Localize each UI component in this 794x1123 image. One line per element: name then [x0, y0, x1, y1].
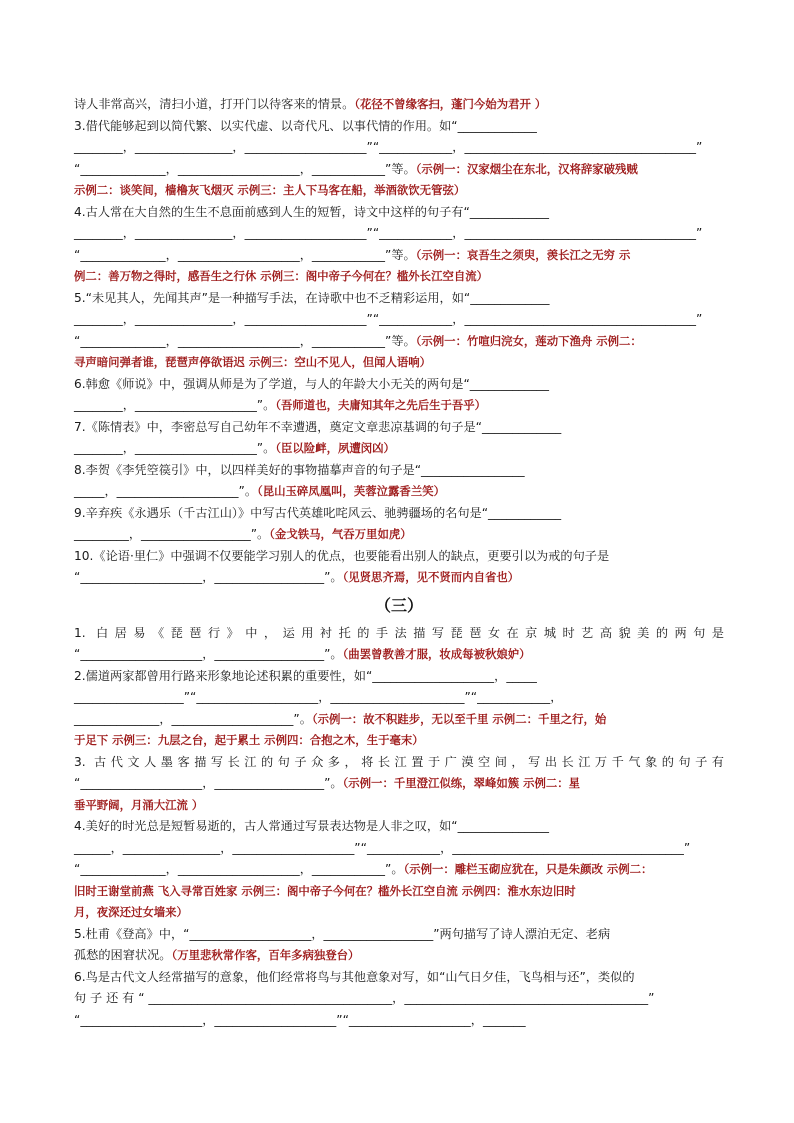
question-5: 5.“未见其人，先闻其声”是一种描写手法，在诗歌中也不乏精彩运用，如“_____________ [74, 290, 550, 305]
question-6: 6.韩愈《师说》中，强调从师是为了学道，与人的年龄大小无关的两句是“_____________ [74, 376, 549, 391]
blank-line: ________，________________，____________________”“____________，______________________________________” [74, 226, 703, 240]
blank-line: “______________，____________________，____________”。（示例一：雕栏玉砌应犹在，只是朱颜改 示例二： [74, 862, 653, 876]
section-title: （三） [374, 595, 423, 615]
blank-line: ________，________________，____________________”“____________，______________________________________” [74, 140, 703, 154]
s3-question-6: 6.鸟是古代文人经常描写的意象，他们经常将鸟与其他意象对写，如“山气日夕佳，飞鸟相与还”，类似的 [74, 969, 635, 984]
answer-line: 于足下 示例三：九层之台，起于累土 示例四：合抱之木，生于毫末） [74, 733, 424, 747]
blank-line: ________，________________，____________________”“____________，______________________________________” [74, 312, 703, 326]
answer-line: 垂平野阔，月涌大江流 ） [74, 797, 204, 812]
answer-text: （见贤思齐焉，见不贤而内自省也） [342, 570, 520, 584]
answer-text: （臣以险衅，夙遭闵凶） [275, 441, 395, 455]
question-line: 诗人非常高兴，清扫小道，打开门以待客来的情景。（花径不曾缘客扫，蓬门今始为君开 ） [74, 97, 547, 111]
answer-text: （金戈铁马，气吞万里如虎） [269, 527, 412, 541]
blank-line: “____________________，____________________”“____________________，_______ [74, 1012, 526, 1027]
answer-line: 寻声暗问弹者谁，琵琶声停欲语迟 示例三：空山不见人，但闻人语响） [74, 355, 432, 369]
s3-question-1: 1. 白居易《琵琶行》中，运用衬托的手法描写琵琶女在京城时艺高貌美的两句是 [74, 625, 724, 640]
blank-line: “____________________，__________________”。（见贤思齐焉，见不贤而内自省也） [74, 570, 520, 584]
answer-line: 例二：善万物之得时，感吾生之行休 示例三：阁中帝子今何在？槛外长江空自流） [74, 269, 489, 283]
blank-line: _________，__________________”。（金戈铁马，气吞万里如虎） [74, 527, 412, 541]
blank-line: “______________，____________________，____________”等。（示例一：哀吾生之须臾，羡长江之无穷 示 [74, 247, 631, 262]
blank-line: ________，____________________”。（吾师道也，夫庸知其年之先后生于吾乎） [74, 398, 487, 412]
blank-line: “____________________，__________________”。（示例一：千里澄江似练，翠峰如簇 示例二：星 [74, 776, 581, 790]
answer-text: （吾师道也，夫庸知其年之先后生于吾乎） [275, 398, 487, 412]
question-line: 孤愁的困窘状况。（万里悲秋常作客，百年多病独登台） [74, 948, 360, 962]
s3-question-5: 5.杜甫《登高》中，“____________________，__________________”两句描写了诗人漂泊无定、老病 [74, 926, 611, 941]
blank-line: ______，________________，____________________”“____________，______________________________________” [74, 840, 691, 855]
blank-line: __________________”“____________________，______________________”“____________， [74, 690, 563, 704]
blank-line: “______________，____________________，____________”等。（示例一：竹喧归浣女，莲动下渔舟 示例二： [74, 333, 642, 348]
answer-text: （花径不曾缘客扫，蓬门今始为君开 ） [354, 97, 547, 111]
answer-text: （示例一：竹喧归浣女，莲动下渔舟 示例二： [415, 333, 642, 348]
blank-line: ________，____________________”。（臣以险衅，夙遭闵凶） [74, 441, 395, 455]
answer-text: （示例一：雕栏玉砌应犹在，只是朱颜改 示例二： [403, 862, 653, 876]
question-10: 10.《论语·里仁》中强调不仅要能学习别人的优点，也要能看出别人的缺点，更要引以为戒的句子是 [74, 548, 610, 563]
s3-question-4: 4.美好的时光总是短暂易逝的，古人常通过写景表达物是人非之叹，如“_______________ [74, 819, 549, 833]
question-7: 7.《陈情表》中，李密总写自己幼年不幸遭遇，奠定文章悲凉基调的句子是“_____________ [74, 419, 562, 434]
question-8: 8.李贺《李凭箜篌引》中，以四样美好的事物描摹声音的句子是“_________________ [74, 462, 525, 477]
blank-line: _____，____________________”。（昆山玉碎凤凰叫，芙蓉泣露香兰笑） [74, 484, 445, 498]
question-3: 3.借代能够起到以简代繁、以实代虚、以奇代凡、以事代情的作用。如“_____________ [74, 118, 537, 133]
answer-text: （昆山玉碎凤凰叫，芙蓉泣露香兰笑） [257, 484, 445, 498]
answer-text: （示例一：哀吾生之须臾，羡长江之无穷 示 [415, 247, 631, 262]
exam-page [74, 94, 724, 1031]
question-9: 9.辛弃疾《永遇乐（千古江山）》中写古代英雄叱咤风云、驰骋疆场的名句是“____________ [74, 505, 562, 520]
answer-line: 示例二：谈笑间，樯橹灰飞烟灭 示例三：主人下马客在船，举酒欲饮无管弦） [74, 183, 466, 197]
blank-line: 句 子 还 有 “ ________________________________________，________________________________________” [74, 991, 655, 1005]
s3-question-3: 3. 古代文人墨客描写长江的句子众多，将长江置于广漠空间，写出长江万千气象的句子有 [74, 754, 724, 769]
answer-text: （示例一：千里澄江似练，翠峰如簇 示例二：星 [342, 776, 581, 790]
answer-text: （示例一：汉家烟尘在东北，汉将辞家破残贼 [415, 161, 638, 176]
s3-question-2: 2.儒道两家都曾用行路来形象地论述积累的重要性，如“____________________，_____ [74, 668, 537, 683]
blank-line: “____________________，__________________”。（曲罢曾教善才服，妆成每被秋娘妒） [74, 647, 531, 661]
answer-text: （示例一：故不积跬步，无以至千里 示例二：千里之行，始 [311, 711, 607, 726]
answer-line: 旧时王谢堂前燕 飞入寻常百姓家 示例三：阁中帝子今何在？槛外长江空自流 示例四：淮水东边旧时 [74, 883, 576, 898]
question-4: 4.古人常在大自然的生生不息面前感到人生的短暂，诗文中这样的句子有“_____________ [74, 204, 549, 219]
answer-text: （万里悲秋常作客，百年多病独登台） [171, 948, 360, 962]
answer-line: 月，夜深还过女墙来） [74, 905, 188, 919]
answer-text: （曲罢曾教善才服，妆成每被秋娘妒） [342, 647, 531, 661]
blank-line: ______________，____________________”。（示例一：故不积跬步，无以至千里 示例二：千里之行，始 [74, 711, 607, 726]
blank-line: “______________，____________________，____________”等。（示例一：汉家烟尘在东北，汉将辞家破残贼 [74, 161, 638, 176]
